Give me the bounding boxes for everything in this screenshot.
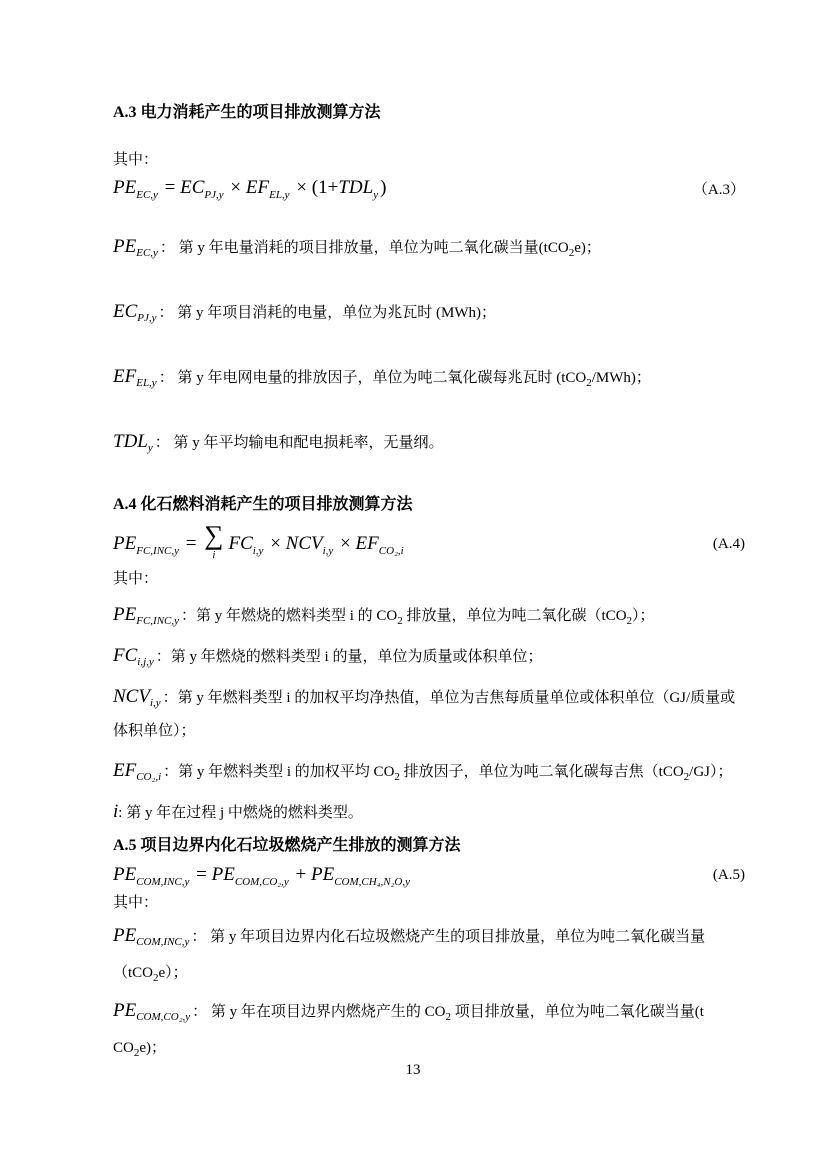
equation-label-a5: (A.5) [712,866,745,883]
definition-pe-fc-inc-y: $PE_{FC,INC,y}$ ：第 y 年燃烧的燃料类型 i 的 $CO_2$ 排放量，单位为吨二氧化碳（tCO$_2$）； [113,604,655,627]
formula-a5-row [113,864,745,886]
definition-tdl-y: $TDL_y$ ： 第 y 年平均输电和配电损耗率，无量纲。 [113,431,444,454]
section-a3-heading: A.3 电力消耗产生的项目排放测算方法 [113,104,381,121]
definition-ec-pj-y: $EC_{PJ,y}$ ： 第 y 年项目消耗的电量，单位为兆瓦时 (MWh)； [113,301,497,324]
page-number: 13 [405,1062,421,1078]
definition-ncv-i-y: $NCV_{i,y}$ ：第 y 年燃料类型 i 的加权平均净热值，单位为吉焦每质量单位或体积单位（GJ/质量或体积单位）； [113,686,736,739]
section-a4 [113,495,745,830]
definition-ef-el-y: $EF_{EL,y}$ ： 第 y 年电网电量的排放因子，单位为吨二氧化碳每兆瓦时 (tCO$_2$/MWh)； [113,366,651,389]
formula-a4-row [113,520,745,564]
formula-a3-row [113,177,745,199]
definition-pe-ec-y: $PE_{EC,y}$ ： 第 y 年电量消耗的项目排放量，单位为吨二氧化碳当量(tCO$_2$e)； [113,236,601,259]
equation-label-a4: (A.4) [712,536,745,552]
definition-i: i: 第 y 年在过程 j 中燃烧的燃料类型。 [113,801,363,822]
section-a4-heading: A.4 化石燃料消耗产生的项目排放测算方法 [113,496,413,513]
definition-pe-com-co2-y: $PE_{COM,CO_2,y}$ ： 第 y 年在项目边界内燃烧产生的 $CO_2$ 项目排放量，单位为吨二氧化碳当量(t $CO_2e$)； [113,1000,704,1059]
equation-label-a3: （A.3） [692,181,745,198]
section-a3-intro: 其中： [113,152,159,168]
section-a4-intro: 其中： [113,571,159,587]
section-a5 [113,836,745,1066]
definition-ef-co2-i: $EF_{CO_2,i}$ ：第 y 年燃料类型 i 的加权平均 $CO_2$ 排放因子，单位为吨二氧化碳每吉焦（tCO$_2$/GJ）； [113,760,733,783]
definition-fc-i-j-y: $FC_{i,j,y}$ ：第 y 年燃烧的燃料类型 i 的量，单位为质量或体积单位； [113,645,543,668]
section-a5-intro: 其中： [113,895,159,911]
formula-a5: $PE_{COM,INC,y} = PE_{COM,CO_2,y} + PE_{COM,CH_4,N_2O,y}$ [113,864,410,888]
formula-a3: $PE_{EC,y} = EC_{PJ,y} \times EF_{EL,y} \times (1+TDL_y$ ) [113,177,387,201]
definition-pe-com-inc-y: $PE_{COM,INC,y}$ ： 第 y 年项目边界内化石垃圾燃烧产生的项目排放量，单位为吨二氧化碳当量（tCO$_2$e）； [113,925,706,984]
formula-a4: $PE_{FC,INC,y}$ = ∑ i $FC_{i,y} \times NCV_{i,y} \times EF_{CO_2,i}$ [113,520,404,561]
sum-symbol: ∑ i [204,520,224,561]
section-a5-heading: A.5 项目边界内化石垃圾燃烧产生排放的测算方法 [113,837,461,854]
section-a3 [113,103,745,455]
